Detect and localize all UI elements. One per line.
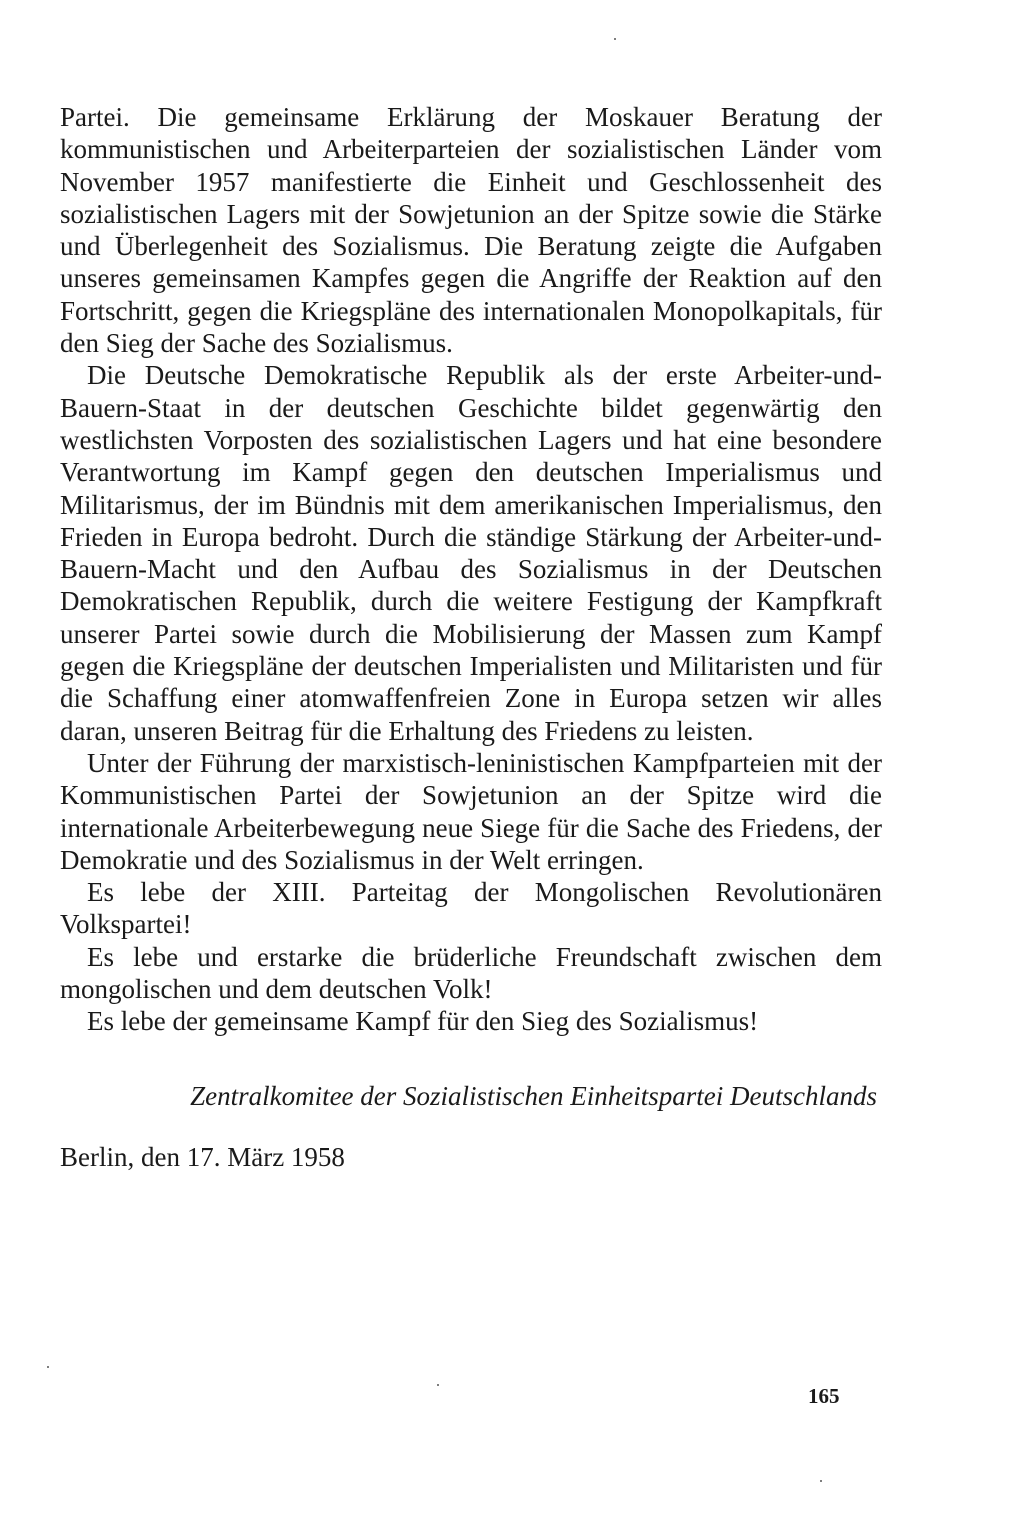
- print-speck: [820, 1480, 822, 1482]
- paragraph-ddr-role: Die Deutsche Demokratische Republik als der erste Arbeiter-und-Bauern-Staat in der deutschen Geschichte bildet gegenwärtig den westlichsten Vorposten des sozialistischen Lagers und hat eine besondere Verantwortung im Kampf gegen den deutschen Imperialismus und Militarismus, der im Bündnis mit dem amerikanischen Imperialismus, den Frieden in Europa bedroht. Durch die ständige Stärkung der Arbeiter-und-Bauern-Macht und den Aufbau des Sozialismus in der Deutschen Demokratischen Republik, durch die weitere Festigung der Kampfkraft unserer Partei sowie durch die Mobilisierung der Massen zum Kampf gegen die Kriegspläne der deutschen Imperialisten und Militaristen und für die Schaffung einer atomwaffenfreien Zone in Europa setzen wir alles daran, unseren Beitrag für die Erhaltung des Friedens zu leisten.: [60, 360, 882, 746]
- body-text: [60, 101, 882, 1038]
- slogan-party-congress: Es lebe der XIII. Parteitag der Mongolischen Revolutionären Volkspartei!: [60, 877, 882, 940]
- dateline: Berlin, den 17. März 1958: [60, 1142, 345, 1172]
- print-speck: [47, 1366, 49, 1368]
- slogan-common-struggle: Es lebe der gemeinsame Kampf für den Sieg des Sozialismus!: [87, 1006, 759, 1037]
- signature-line: Zentralkomitee der Sozialistischen Einheitspartei Deutschlands: [190, 1081, 877, 1111]
- print-speck: [437, 1384, 439, 1386]
- paragraph-international-movement: Unter der Führung der marxistisch-leninistischen Kampfparteien mit der Kommunistischen Partei der Sowjetunion an der Spitze wird die internationale Arbeiterbewegung neue Siege für die Sache des Friedens, der Demokratie und des Sozialismus in der Welt erringen.: [60, 747, 882, 875]
- slogan-friendship: Es lebe und erstarke die brüderliche Freundschaft zwischen dem mongolischen und dem deutschen Volk!: [60, 941, 882, 1005]
- paragraph-continuation: Partei. Die gemeinsame Erklärung der Moskauer Beratung der kommunistischen und Arbeiterparteien der sozialistischen Länder vom November 1957 manifestierte die Einheit und Geschlossenheit des sozialistischen Lagers mit der Sowjetunion an der Spitze sowie die Stärke und Überlegenheit des Sozialismus. Die Beratung zeigte die Aufgaben unseres gemeinsamen Kampfes gegen die Angriffe der Reaktion auf den Fortschritt, gegen die Kriegspläne des internationalen Monopolkapitals, für den Sieg der Sache des Sozialismus.: [60, 102, 882, 359]
- page-number: 165: [808, 1384, 840, 1408]
- print-speck: [614, 38, 616, 40]
